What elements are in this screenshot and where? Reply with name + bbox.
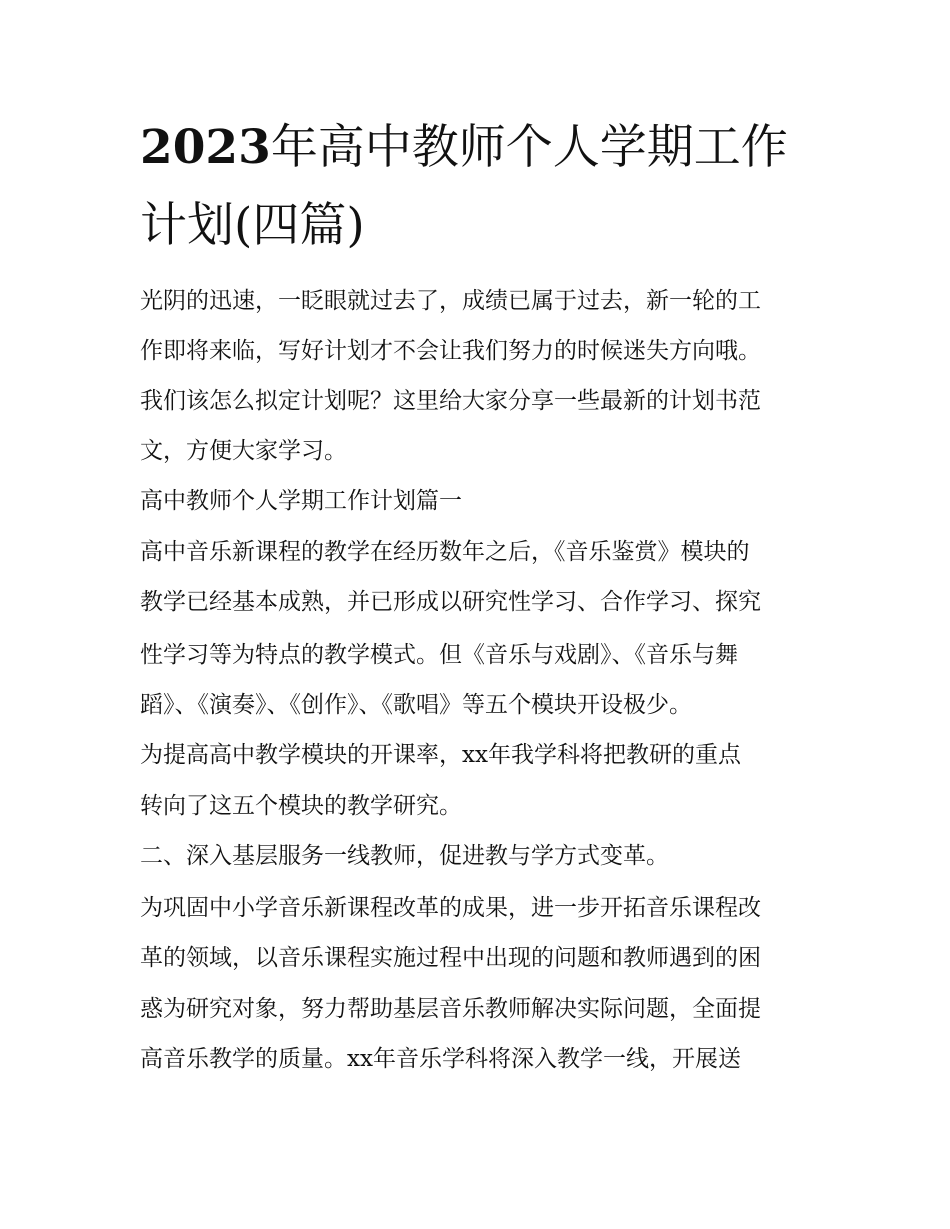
document-title-line-1: 2023年高中教师个人学期工作 — [140, 120, 788, 175]
body-line: 为巩固中小学音乐新课程改革的成果，进一步开拓音乐课程改 — [140, 895, 761, 921]
body-line: 革的领域，以音乐课程实施过程中出现的问题和教师遇到的困 — [140, 945, 761, 971]
document-title-line-2: 计划(四篇) — [140, 198, 365, 253]
body-line: 教学已经基本成熟，并已形成以研究性学习、合作学习、探究 — [140, 589, 761, 615]
body-line: 高中音乐新课程的教学在经历数年之后，《音乐鉴赏》模块的 — [140, 539, 750, 565]
section-heading: 高中教师个人学期工作计划篇一 — [140, 488, 462, 514]
body-line: 光阴的迅速，一眨眼就过去了，成绩已属于过去，新一轮的工 — [140, 288, 761, 314]
body-line: 性学习等为特点的教学模式。但《音乐与戏剧》、《音乐与舞 — [140, 642, 738, 668]
title-year: 2023 — [140, 120, 271, 175]
body-line: 作即将来临，写好计划才不会让我们努力的时候迷失方向哦。 — [140, 338, 761, 364]
body-line: 蹈》、《演奏》、《创作》、《歌唱》等五个模块开设极少。 — [140, 692, 692, 718]
body-line: 我们该怎么拟定计划呢？这里给大家分享一些最新的计划书范 — [140, 388, 761, 414]
body-line: 文，方便大家学习。 — [140, 438, 347, 464]
body-line: 为提高高中教学模块的开课率，xx年我学科将把教研的重点 — [140, 742, 741, 768]
body-line: 转向了这五个模块的教学研究。 — [140, 793, 462, 819]
body-line: 惑为研究对象，努力帮助基层音乐教师解决实际问题，全面提 — [140, 996, 761, 1022]
body-line: 高音乐教学的质量。xx年音乐学科将深入教学一线，开展送 — [140, 1046, 741, 1072]
section-heading: 二、深入基层服务一线教师，促进教与学方式变革。 — [140, 843, 669, 869]
